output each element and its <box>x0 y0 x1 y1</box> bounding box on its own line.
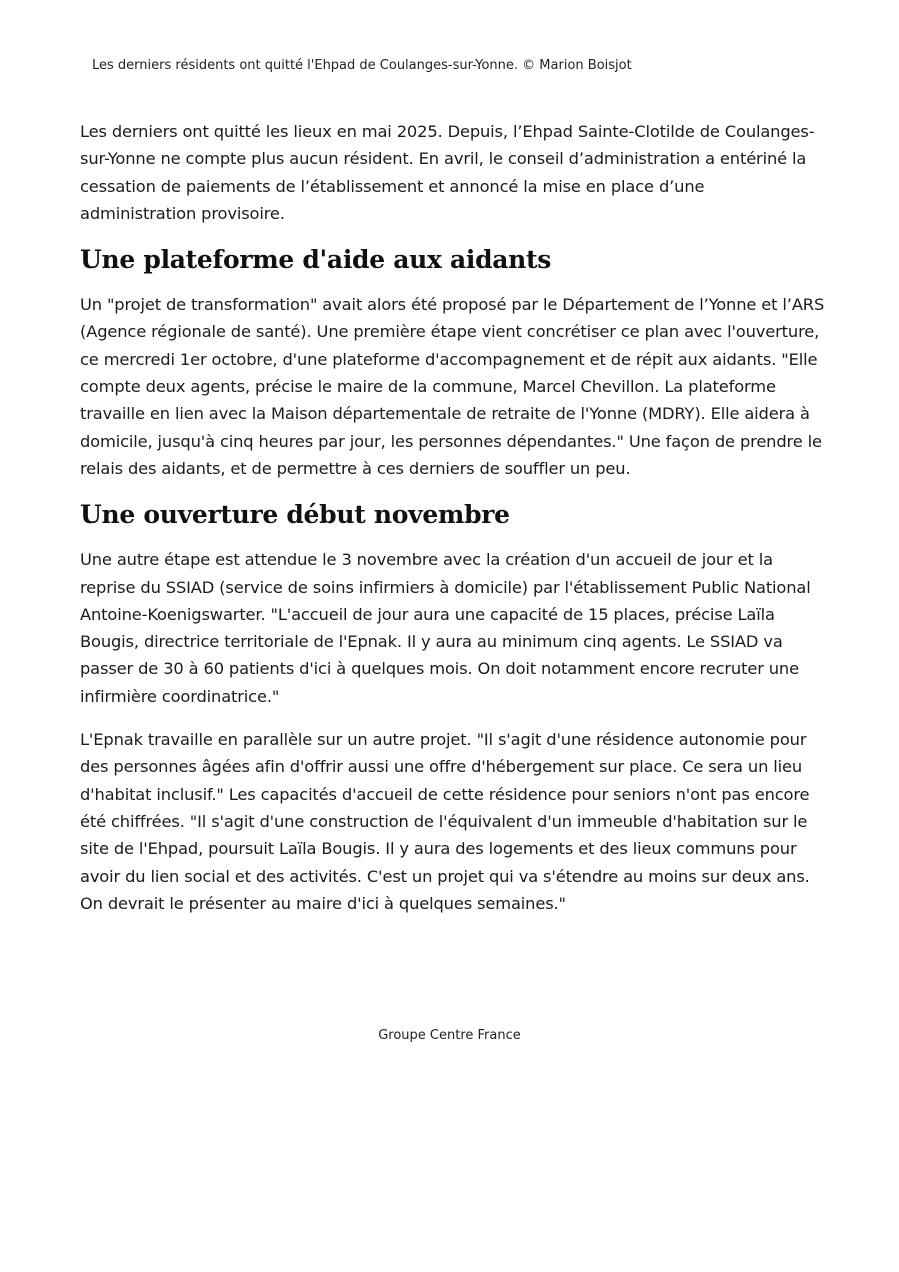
paragraph-residence-autonomie: L'Epnak travaille en parallèle sur un autre projet. "Il s'agit d'une résidence autonomie pour des personnes âgées afin d'offrir aussi une offre d'hébergement sur place. Ce sera un lieu d'habitat inclusif." Les capacités d'accueil de cette résidence pour seniors n'ont pas encore été chiffrées. "Il s'agit d'une construction de l'équivalent d'un immeuble d'habitation sur le site de l'Ehpad, poursuit Laïla Bougis. Il y aura des logements et des lieux communs pour avoir du lien social et des activités. C'est un projet qui va s'étendre au moins sur deux ans. On devrait le présenter au maire d'ici à quelques semaines." <box>80 730 810 913</box>
footer-publisher: Groupe Centre France <box>378 1028 521 1043</box>
intro-paragraph: Les derniers ont quitté les lieux en mai 2025. Depuis, l’Ehpad Sainte-Clotilde de Coulanges-sur-Yonne ne compte plus aucun résident. En avril, le conseil d’administration a entériné la cessation de paiements de l’établissement et annoncé la mise en place d’une administration provisoire. <box>80 122 815 223</box>
section-heading-novembre: Une ouverture début novembre <box>80 500 510 530</box>
section-heading-aidants: Une plateforme d'aide aux aidants <box>80 245 552 275</box>
photo-caption: Les derniers résidents ont quitté l'Ehpad de Coulanges-sur-Yonne. © Marion Boisjot <box>92 58 632 73</box>
article-body <box>80 118 825 933</box>
paragraph-aidants: Un "projet de transformation" avait alors été proposé par le Département de l’Yonne et l’ARS (Agence régionale de santé). Une première étape vient concrétiser ce plan avec l'ouverture, ce mercredi 1er octobre, d'une plateforme d'accompagnement et de répit aux aidants. "Elle compte deux agents, précise le maire de la commune, Marcel Chevillon. La plateforme travaille en lien avec la Maison départementale de retraite de l'Yonne (MDRY). Elle aidera à domicile, jusqu'à cinq heures par jour, les personnes dépendantes." Une façon de prendre le relais des aidants, et de permettre à ces derniers de souffler un peu. <box>80 295 825 478</box>
paragraph-accueil-de-jour: Une autre étape est attendue le 3 novembre avec la création d'un accueil de jour et la reprise du SSIAD (service de soins infirmiers à domicile) par l'établissement Public National Antoine-Koenigswarter. "L'accueil de jour aura une capacité de 15 places, précise Laïla Bougis, directrice territoriale de l'Epnak. Il y aura au minimum cinq agents. Le SSIAD va passer de 30 à 60 patients d'ici à quelques mois. On doit notamment encore recruter une infirmière coordinatrice." <box>80 550 811 706</box>
